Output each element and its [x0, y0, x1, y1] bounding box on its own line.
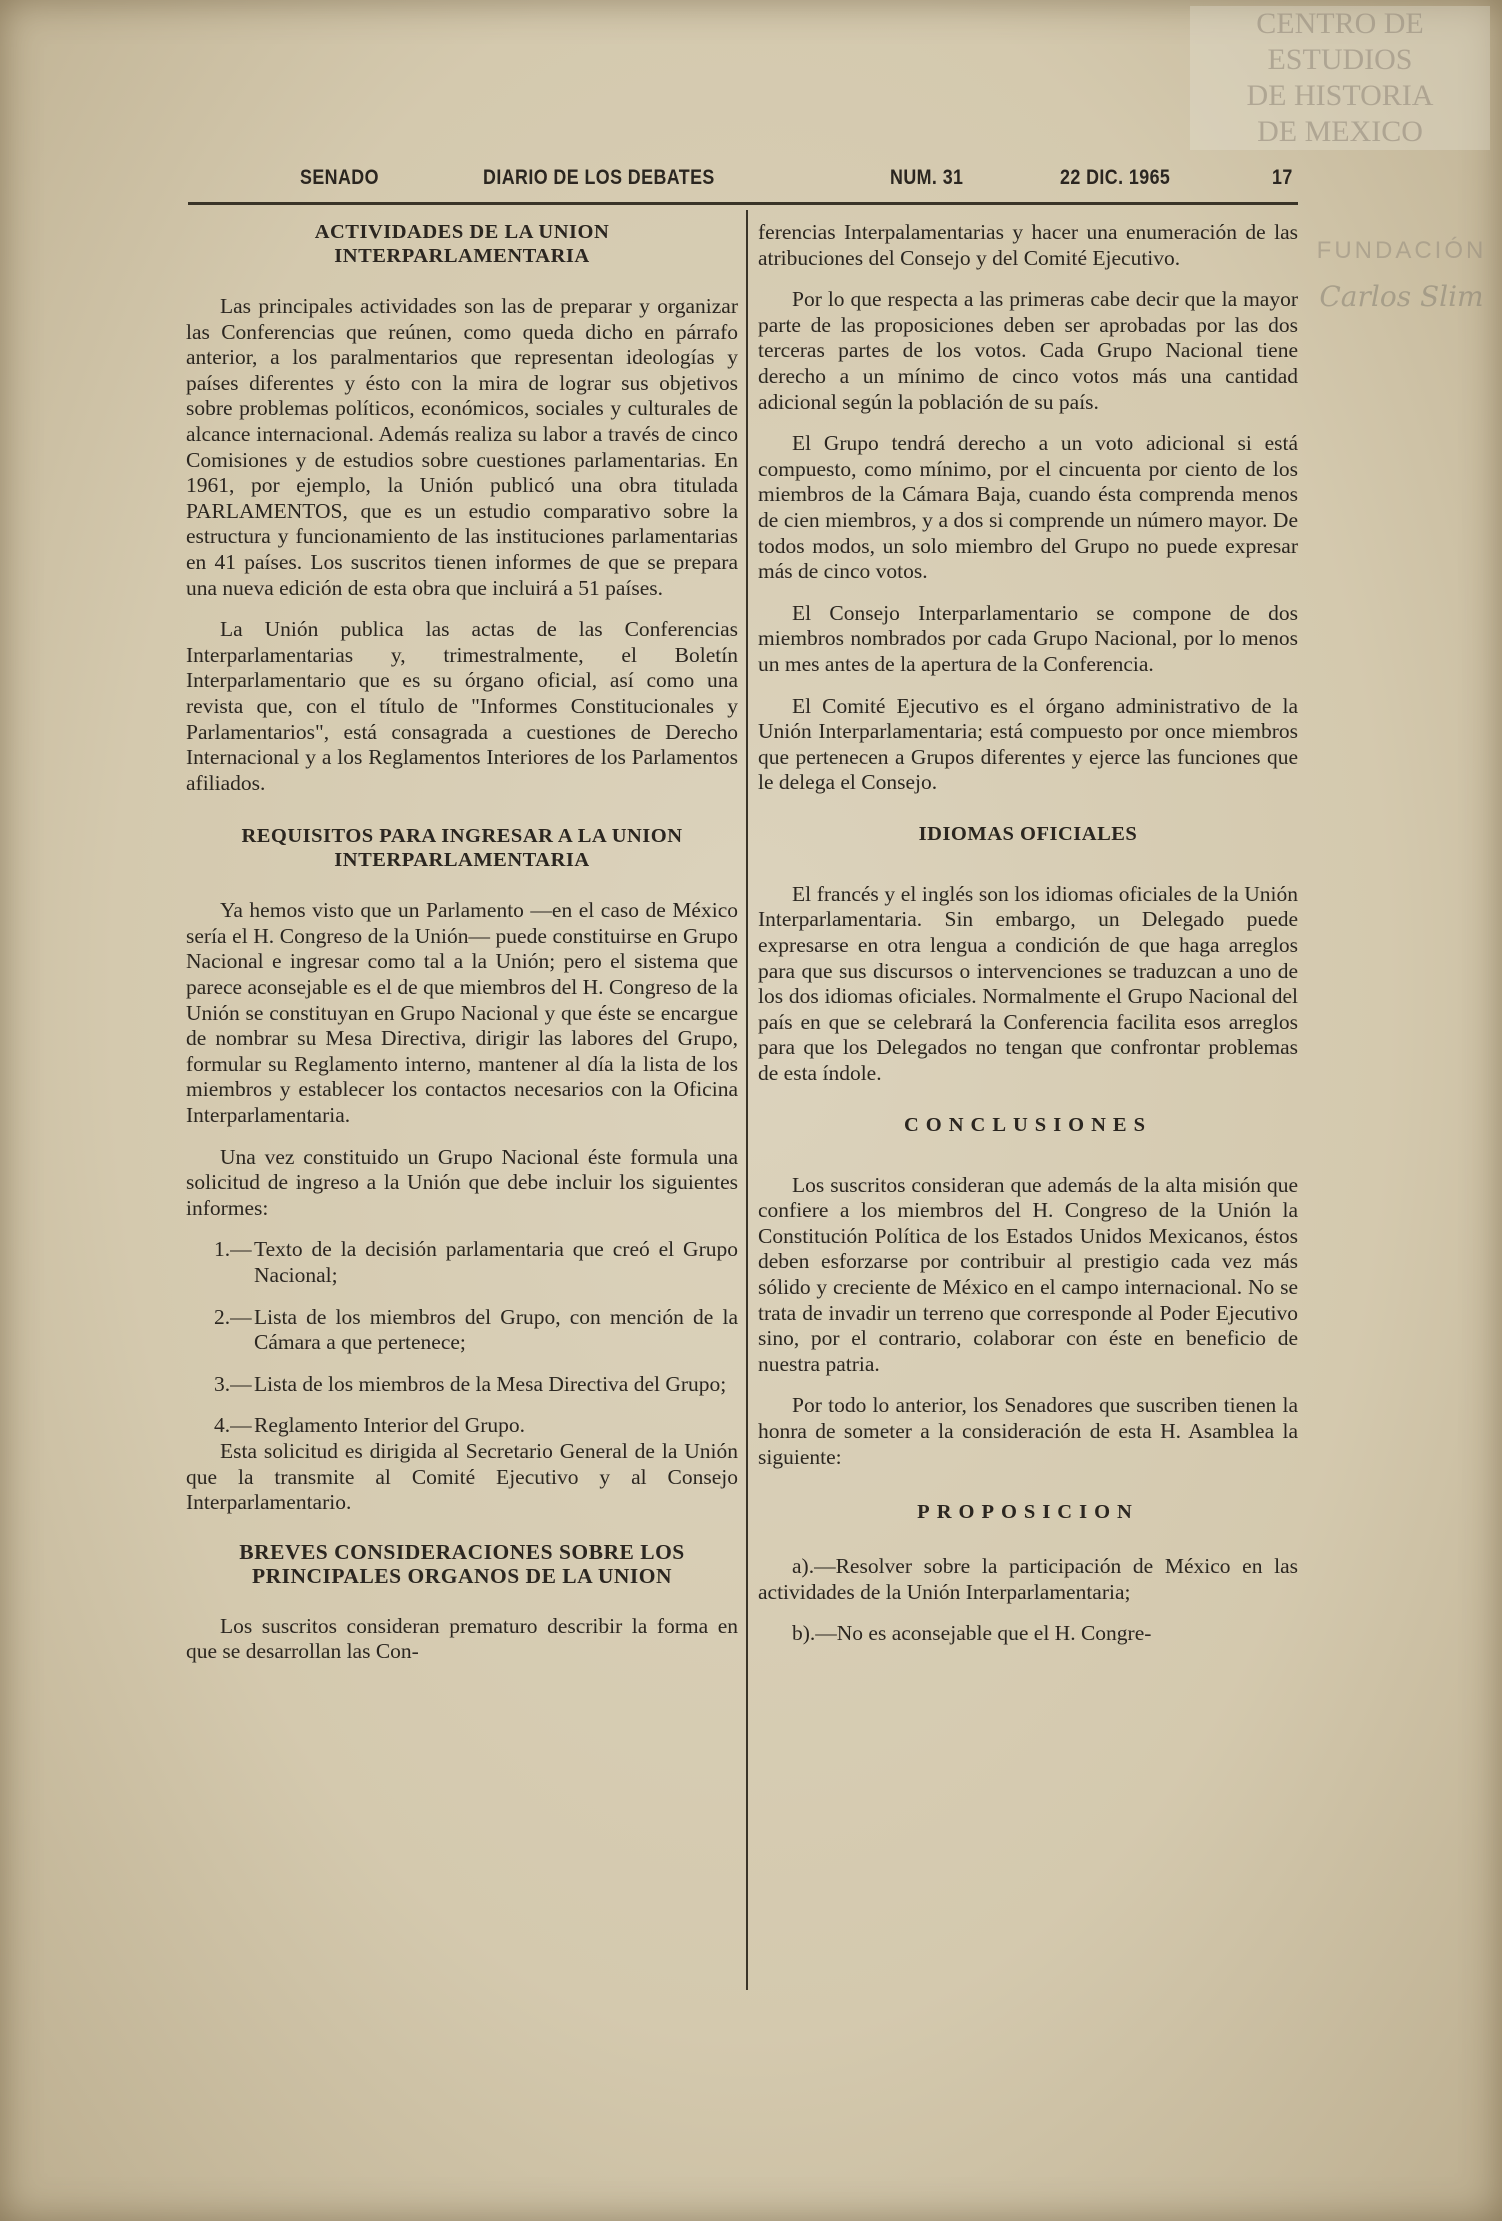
paragraph: El Comité Ejecutivo es el órgano administrativo de la Unión Interparlamentaria; está compuesto por once miembros que pertenecen a Grupos diferentes y ejerce las funciones que le delega el Consejo. — [758, 693, 1298, 795]
paragraph: b).—No es aconsejable que el H. Congre- — [792, 1621, 1152, 1646]
paragraph: Los suscritos consideran prematuro describir la forma en que se desarrollan las Con- — [186, 1613, 738, 1664]
page-header — [300, 166, 1300, 196]
list-text: Lista de los miembros de la Mesa Directiva del Grupo; — [254, 1371, 727, 1396]
paragraph: El Grupo tendrá derecho a un voto adicional si está compuesto, como mínimo, por el cincuenta por ciento de los miembros de la Cámara Baja, cuando ésta comprenda menos de cien miembros, y a dos si comprende un número mayor. De todos modos, un solo miembro del Grupo no puede expresar más de cinco votos. — [758, 431, 1298, 584]
list-text: Reglamento Interior del Grupo. — [254, 1413, 526, 1438]
list-text: Texto de la decisión parlamentaria que creó el Grupo Nacional; — [254, 1237, 738, 1287]
watermark-line: CENTRO DE — [1256, 7, 1424, 40]
paragraph: a).—Resolver sobre la participación de México en las actividades de la Unión Interparlamentaria; — [758, 1554, 1298, 1604]
section-heading: PROPOSICION — [917, 1501, 1139, 1524]
list-number: 1.— — [214, 1237, 252, 1262]
section-heading: ACTIVIDADES DE LA UNION INTERPARLAMENTARIA — [314, 221, 610, 267]
section-heading: IDIOMAS OFICIALES — [918, 822, 1138, 845]
list-item — [186, 1413, 738, 1439]
section-heading: CONCLUSIONES — [903, 1113, 1153, 1136]
paragraph: Por lo que respecta a las primeras cabe decir que la mayor parte de las proposiciones deben ser aprobadas por las dos terceras partes de los votos. Cada Grupo Nacional tiene derecho a un mínimo de cinco votos más una cantidad adicional según la población de su país. — [758, 287, 1298, 414]
list-number: 3.— — [214, 1371, 252, 1396]
archive-watermark — [1190, 6, 1490, 150]
paragraph: La Unión publica las actas de las Conferencias Interparlamentarias y, trimestralmente, el Boletín Interparlamentario que es su órgano oficial, así como una revista que, con el título de "Informes Constitucionales y Parlamentarios", está consagrada a cuestiones de Derecho Internacional y a los Reglamentos Interiores de los Parlamentos afiliados. — [186, 617, 738, 795]
header-date: 22 DIC. 1965 — [1060, 166, 1171, 189]
paragraph: El Consejo Interparlamentario se compone de dos miembros nombrados por cada Grupo Nacional, por lo menos un mes antes de la apertura de la Conferencia. — [758, 600, 1298, 676]
section-heading: BREVES CONSIDERACIONES SOBRE LOS PRINCIPALES ORGANOS DE LA UNION — [239, 1539, 685, 1588]
watermark-line: DE MEXICO — [1257, 115, 1423, 148]
paragraph: ferencias Interpalamentarias y hacer una enumeración de las atribuciones del Consejo y del Comité Ejecutivo. — [758, 220, 1298, 270]
paragraph: Por todo lo anterior, los Senadores que suscriben tienen la honra de someter a la consideración de esta H. Asamblea la siguiente: — [758, 1393, 1298, 1469]
section-heading: REQUISITOS PARA INGRESAR A LA UNION INTERPARLAMENTARIA — [241, 825, 683, 872]
list-number: 4.— — [214, 1413, 252, 1438]
list-text: Lista de los miembros del Grupo, con mención de la Cámara a que pertenece; — [254, 1304, 738, 1355]
right-column — [758, 220, 1298, 1663]
paragraph: Esta solicitud es dirigida al Secretario General de la Unión que la transmite al Comité Ejecutivo y al Consejo Interparlamentario. — [186, 1438, 738, 1515]
watermark-foundation: FUNDACIÓN — [1316, 237, 1487, 264]
header-page-number: 17 — [1272, 166, 1293, 189]
paragraph: Los suscritos consideran que además de la alta misión que confiere a los miembros del H. Congreso de la Unión la Constitución Política de los Estados Unidos Mexicanos, éstos deben esforzarse por contribuir al prestigio cada vez más sólido y creciente de México en el campo internacional. No se trata de invadir un terreno que corresponde al Poder Ejecutivo sino, por el contrario, colaborar con éste en beneficio de nuestra patria. — [758, 1172, 1298, 1376]
watermark-line: DE HISTORIA — [1246, 79, 1434, 112]
header-publication: DIARIO DE LOS DEBATES — [483, 166, 715, 189]
paragraph: Ya hemos visto que un Parlamento —en el caso de México sería el H. Congreso de la Unión— puede constituirse en Grupo Nacional e ingresar como tal a la Unión; pero el sistema que parece aconsejable es el de que miembros del H. Congreso de la Unión se constituyan en Grupo Nacional y que éste se encargue de nombrar su Mesa Directiva, dirigir las labores del Grupo, formular su Reglamento interno, mantener al día la lista de los miembros y establecer los contactos necesarios con la Oficina Interparlamentaria. — [186, 898, 738, 1128]
list-item — [186, 1237, 738, 1288]
left-column — [186, 220, 738, 1681]
watermark-signature: Carlos Slim — [1319, 280, 1484, 313]
list-item — [186, 1305, 738, 1356]
header-number: NUM. 31 — [890, 166, 964, 189]
list-item — [186, 1372, 738, 1398]
paragraph: Las principales actividades son las de preparar y organizar las Conferencias que reúnen, como queda dicho en párrafo anterior, a los paralmentarios que representan ideologías y países diferentes y ésto con la mira de lograr sus objetivos sobre problemas políticos, económicos, sociales y culturales de alcance internacional. Además realiza su labor a través de cinco Comisiones y de estudios sobre cuestiones parlamentarias. En 1961, por ejemplo, la Unión publicó una obra titulada PARLAMENTOS, que es un estudio comparativo sobre la estructura y funcionamiento de las instituciones parlamentarias en 41 países. Los suscritos tienen informes de que se prepara una nueva edición de esta obra que incluirá a 51 países. — [186, 294, 738, 600]
list-number: 2.— — [214, 1304, 252, 1329]
header-chamber: SENADO — [300, 166, 379, 189]
watermark-line: ESTUDIOS — [1267, 43, 1413, 76]
paragraph: Una vez constituido un Grupo Nacional éste formula una solicitud de ingreso a la Unión que debe incluir los siguientes informes: — [186, 1144, 738, 1220]
column-divider — [746, 210, 748, 1990]
header-rule — [188, 202, 1298, 205]
paragraph: El francés y el inglés son los idiomas oficiales de la Unión Interparlamentaria. Sin embargo, un Delegado puede expresarse en otra lengua a condición de que haga arreglos para que sus discursos o intervenciones se traduzcan a uno de los dos idiomas oficiales. Normalmente el Grupo Nacional del país en que se celebrará la Conferencia facilita esos arreglos para que los Delegados no tengan que confrontar problemas de esta índole. — [758, 881, 1298, 1086]
